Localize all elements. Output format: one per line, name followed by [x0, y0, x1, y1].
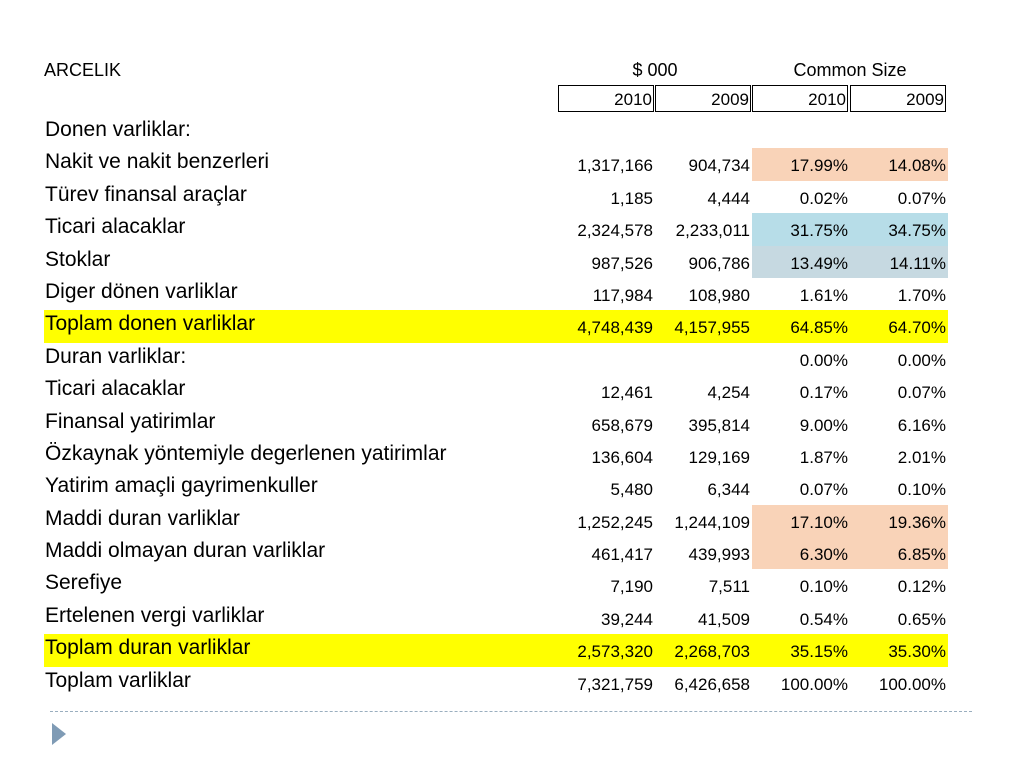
amount-2009-cell: 6,426,658: [674, 674, 750, 694]
percent-2010-cell: 0.17%: [799, 383, 848, 403]
row-label: Donen varliklar:: [45, 118, 191, 141]
table-row: [44, 569, 948, 601]
total-row: [44, 310, 948, 342]
amount-2010-cell: 4,748,439: [577, 318, 653, 338]
percent-2009-cell: 19.36%: [850, 505, 948, 537]
percent-2010-cell: 0.00%: [799, 350, 848, 370]
table-body: [44, 116, 948, 699]
amount-2009-cell: 439,993: [688, 545, 750, 565]
row-label: Özkaynak yöntemiyle degerlenen yatirimlar: [45, 441, 447, 465]
percent-2009-cell: 0.65%: [897, 609, 946, 629]
amount-2009-cell: 904,734: [688, 156, 750, 176]
percent-2010-cell: 17.10%: [752, 505, 850, 537]
row-label: Toplam varliklar: [45, 668, 191, 692]
row-label: Maddi duran varliklar: [45, 506, 240, 530]
year-header-amount-2009: 2009: [655, 85, 751, 112]
percent-2009-cell: [850, 116, 948, 148]
percent-2010-cell: 0.54%: [799, 609, 848, 629]
row-label: Ticari alacaklar: [45, 215, 186, 239]
percent-2009-cell: 0.07%: [897, 383, 946, 403]
table-row: [44, 213, 948, 245]
percent-2009-cell: 34.75%: [850, 213, 948, 245]
amount-2009-cell: 6,344: [707, 480, 750, 500]
percent-2009-cell: 1.70%: [897, 285, 946, 305]
amount-2009-cell: 7,511: [708, 577, 750, 597]
amount-2010-cell: 117,984: [592, 285, 653, 305]
percent-2010-cell: 31.75%: [752, 213, 850, 245]
amount-2010-cell: 987,526: [591, 253, 653, 273]
table-row: [44, 472, 948, 504]
row-label: Türev finansal araçlar: [45, 182, 247, 206]
table-row: [44, 246, 948, 278]
table-row: [44, 602, 948, 634]
percent-2009-cell: 6.85%: [850, 537, 948, 569]
percent-2009-cell: 0.07%: [897, 188, 946, 208]
amount-2009-cell: 129,169: [688, 447, 750, 467]
amount-2010-cell: 12,461: [601, 383, 653, 403]
common-size-header: Common Size: [793, 60, 907, 80]
amount-2009-cell: [655, 343, 752, 375]
row-label: Ticari alacaklar: [45, 377, 186, 401]
percent-2010-cell: 0.02%: [799, 188, 848, 208]
amount-2010-cell: 1,317,166: [577, 156, 653, 176]
percent-2010-cell: 35.15%: [790, 642, 848, 662]
amount-2009-cell: 41,509: [698, 609, 750, 629]
table-row: [44, 408, 948, 440]
percent-2009-cell: 0.10%: [897, 480, 946, 500]
percent-2009-cell: 35.30%: [888, 642, 946, 662]
table-row: [44, 667, 948, 699]
row-label: Finansal yatirimlar: [45, 409, 216, 433]
row-label: Serefiye: [45, 571, 123, 595]
amount-2009-cell: 2,233,011: [675, 221, 750, 241]
percent-2010-cell: 9.00%: [799, 415, 848, 435]
amount-unit-header: $ 000: [632, 60, 678, 80]
table-row: [44, 375, 948, 407]
total-row: [44, 634, 948, 666]
table-row: [44, 116, 948, 148]
row-label: Ertelenen vergi varliklar: [45, 603, 265, 627]
amount-2009-cell: 1,244,109: [674, 512, 750, 532]
table-row: [44, 278, 948, 310]
amount-2010-cell: 136,604: [591, 447, 653, 467]
amount-2010-cell: 461,417: [591, 545, 653, 565]
amount-2010-cell: 7,190: [610, 577, 653, 597]
amount-2009-cell: 395,814: [688, 415, 750, 435]
amount-2009-cell: 4,444: [707, 188, 750, 208]
amount-2010-cell: [558, 116, 655, 148]
row-label: Toplam duran varliklar: [45, 636, 251, 660]
row-label: Toplam donen varliklar: [45, 312, 256, 336]
year-header-percent-2009: 2009: [850, 85, 946, 112]
percent-2010-cell: [752, 116, 850, 148]
percent-2010-cell: 0.10%: [799, 577, 848, 597]
table-row: [44, 440, 948, 472]
amount-2010-cell: 7,321,759: [577, 674, 653, 694]
amount-2010-cell: 1,185: [610, 188, 653, 208]
triangle-right-icon[interactable]: [52, 723, 66, 745]
percent-2009-cell: 14.11%: [850, 246, 948, 278]
row-label: Stoklar: [45, 247, 111, 271]
row-label: Yatirim amaçli gayrimenkuller: [45, 474, 318, 498]
percent-2010-cell: 6.30%: [752, 537, 850, 569]
amount-2010-cell: 1,252,245: [577, 512, 653, 532]
percent-2010-cell: 0.07%: [799, 480, 848, 500]
amount-2009-cell: 4,254: [707, 383, 750, 403]
percent-2010-cell: 17.99%: [752, 148, 850, 180]
amount-2010-cell: 5,480: [610, 480, 653, 500]
percent-2009-cell: 2.01%: [897, 447, 946, 467]
row-label: Diger dönen varliklar: [45, 279, 238, 303]
table-row: [44, 181, 948, 213]
amount-2009-cell: 2,268,703: [674, 642, 750, 662]
amount-2009-cell: 108,980: [688, 285, 750, 305]
company-name: ARCELIK: [44, 60, 122, 80]
percent-2009-cell: 6.16%: [897, 415, 946, 435]
percent-2009-cell: 0.12%: [897, 577, 946, 597]
percent-2009-cell: 14.08%: [850, 148, 948, 180]
percent-2010-cell: 13.49%: [752, 246, 850, 278]
amount-2010-cell: 658,679: [591, 415, 653, 435]
percent-2010-cell: 1.87%: [799, 447, 848, 467]
table-row: [44, 148, 948, 180]
slide-divider: [50, 711, 972, 712]
amount-2010-cell: 39,244: [601, 609, 653, 629]
row-label: Duran varliklar:: [45, 344, 187, 368]
amount-2009-cell: 4,157,955: [674, 318, 750, 338]
table-row: [44, 343, 948, 375]
table-row: [44, 505, 948, 537]
year-header-percent-2010: 2010: [752, 85, 848, 112]
amount-2010-cell: 2,324,578: [577, 221, 653, 241]
percent-2009-cell: 0.00%: [897, 350, 946, 370]
year-header-amount-2010: 2010: [558, 85, 654, 112]
percent-2010-cell: 64.85%: [790, 318, 848, 338]
amount-2010-cell: [558, 343, 655, 375]
percent-2010-cell: 100.00%: [780, 674, 848, 694]
amount-2009-cell: 906,786: [688, 253, 750, 273]
percent-2009-cell: 64.70%: [888, 318, 946, 338]
percent-2010-cell: 1.61%: [799, 285, 848, 305]
table-row: [44, 537, 948, 569]
percent-2009-cell: 100.00%: [878, 674, 946, 694]
row-label: Nakit ve nakit benzerleri: [45, 150, 270, 174]
row-label: Maddi olmayan duran varliklar: [45, 539, 326, 563]
amount-2009-cell: [655, 116, 752, 148]
amount-2010-cell: 2,573,320: [577, 642, 653, 662]
